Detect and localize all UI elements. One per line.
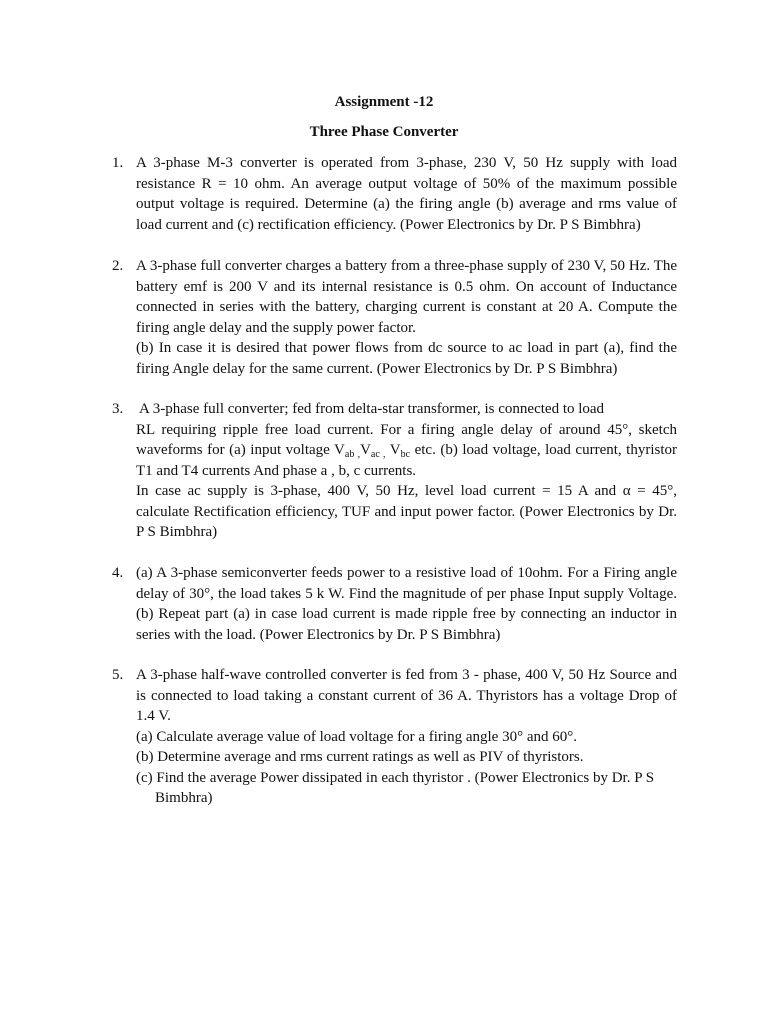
question-line: (b) Determine average and rms current ratings as well as PIV of thyristors. <box>136 749 584 765</box>
question-number: 4. <box>112 565 124 581</box>
question-line: Bimbhra) <box>155 790 213 806</box>
question-body <box>136 563 677 645</box>
question-line: RL requiring ripple free load current. For a firing angle delay of around 45°, sketch <box>136 421 677 438</box>
question-line: A 3-phase M-3 converter is operated from 3-phase, 230 V, 50 Hz supply with load <box>136 155 677 171</box>
question-line: P S Bimbhra) <box>136 524 218 540</box>
question-line: (b) Repeat part (a) in case load current is made ripple free by connecting an inductor in <box>136 606 677 622</box>
voltage-symbol: V <box>385 442 401 458</box>
voltage-symbol: V <box>360 442 371 458</box>
question-body <box>136 665 677 809</box>
subscript-ac: ac , <box>370 449 386 460</box>
question-1 <box>112 153 677 235</box>
question-line: calculate Rectification efficiency, TUF and input power factor. (Power Electronics by Dr. <box>136 503 677 520</box>
question-body <box>136 399 677 543</box>
question-line-with-subscripts <box>136 440 677 461</box>
question-line: (c) Find the average Power dissipated in each thyristor . (Power Electronics by Dr. P S <box>136 769 655 786</box>
question-line: (b) In case it is desired that power flows from dc source to ac load in part (a), find the <box>136 340 677 356</box>
question-5 <box>112 665 677 809</box>
question-number: 1. <box>112 155 124 171</box>
question-2 <box>112 256 677 379</box>
subscript-ab: ab , <box>344 449 361 460</box>
subscript-bc: bc <box>400 449 411 460</box>
question-line: (a) Calculate average value of load voltage for a firing angle 30° and 60°. <box>136 728 577 745</box>
assignment-subtitle: Three Phase Converter <box>309 124 459 140</box>
question-line: resistance R = 10 ohm. An average output voltage of 50% of the maximum possible <box>136 175 677 192</box>
question-line: A 3-phase half-wave controlled converter is fed from 3 - phase, 400 V, 50 Hz Source and <box>136 667 677 683</box>
question-4 <box>112 563 677 645</box>
question-line: (a) A 3-phase semiconverter feeds power to a resistive load of 10ohm. For a Firing angle <box>136 565 677 581</box>
question-body <box>136 256 677 379</box>
question-3 <box>112 399 677 543</box>
question-text: etc. (b) load voltage, load current, thyristor <box>410 442 677 458</box>
question-line: series with the load. (Power Electronics by Dr. P S Bimbhra) <box>136 626 501 643</box>
question-line: T1 and T4 currents And phase a , b, c currents. <box>136 462 417 479</box>
assignment-title: Assignment -12 <box>334 94 434 110</box>
question-line: firing angle delay and the supply power factor. <box>136 319 416 336</box>
question-line: In case ac supply is 3-phase, 400 V, 50 Hz, level load current = 15 A and α = 45°, <box>136 483 677 499</box>
question-line: battery emf is 200 V and its internal resistance is 0.5 ohm. On account of Inductance <box>136 278 677 295</box>
question-line: load current and (c) rectification efficiency. (Power Electronics by Dr. P S Bimbhra) <box>136 216 641 233</box>
question-body <box>136 153 677 235</box>
question-line: connected in series with the battery, charging current is constant at 20 A. Compute the <box>136 299 677 315</box>
question-text: waveforms for (a) input voltage V <box>136 442 345 458</box>
question-number: 5. <box>112 667 124 683</box>
question-line: output voltage is required. Determine (a) the firing angle (b) average and rms value of <box>136 196 677 212</box>
question-line: firing Angle delay for the same current. (Power Electronics by Dr. P S Bimbhra) <box>136 360 618 377</box>
question-number: 3. <box>112 401 124 417</box>
question-line: delay of 30°, the load takes 5 k W. Find the magnitude of per phase Input supply Voltage. <box>136 585 677 602</box>
question-number: 2. <box>112 258 124 274</box>
question-line: 1.4 V. <box>136 708 171 724</box>
question-line: A 3-phase full converter charges a battery from a three-phase supply of 230 V, 50 Hz. The <box>136 258 677 274</box>
question-line: A 3-phase full converter; fed from delta-star transformer, is connected to load <box>139 401 605 417</box>
question-line: is connected to load taking a constant current of 36 A. Thyristors has a voltage Drop of <box>136 687 677 704</box>
